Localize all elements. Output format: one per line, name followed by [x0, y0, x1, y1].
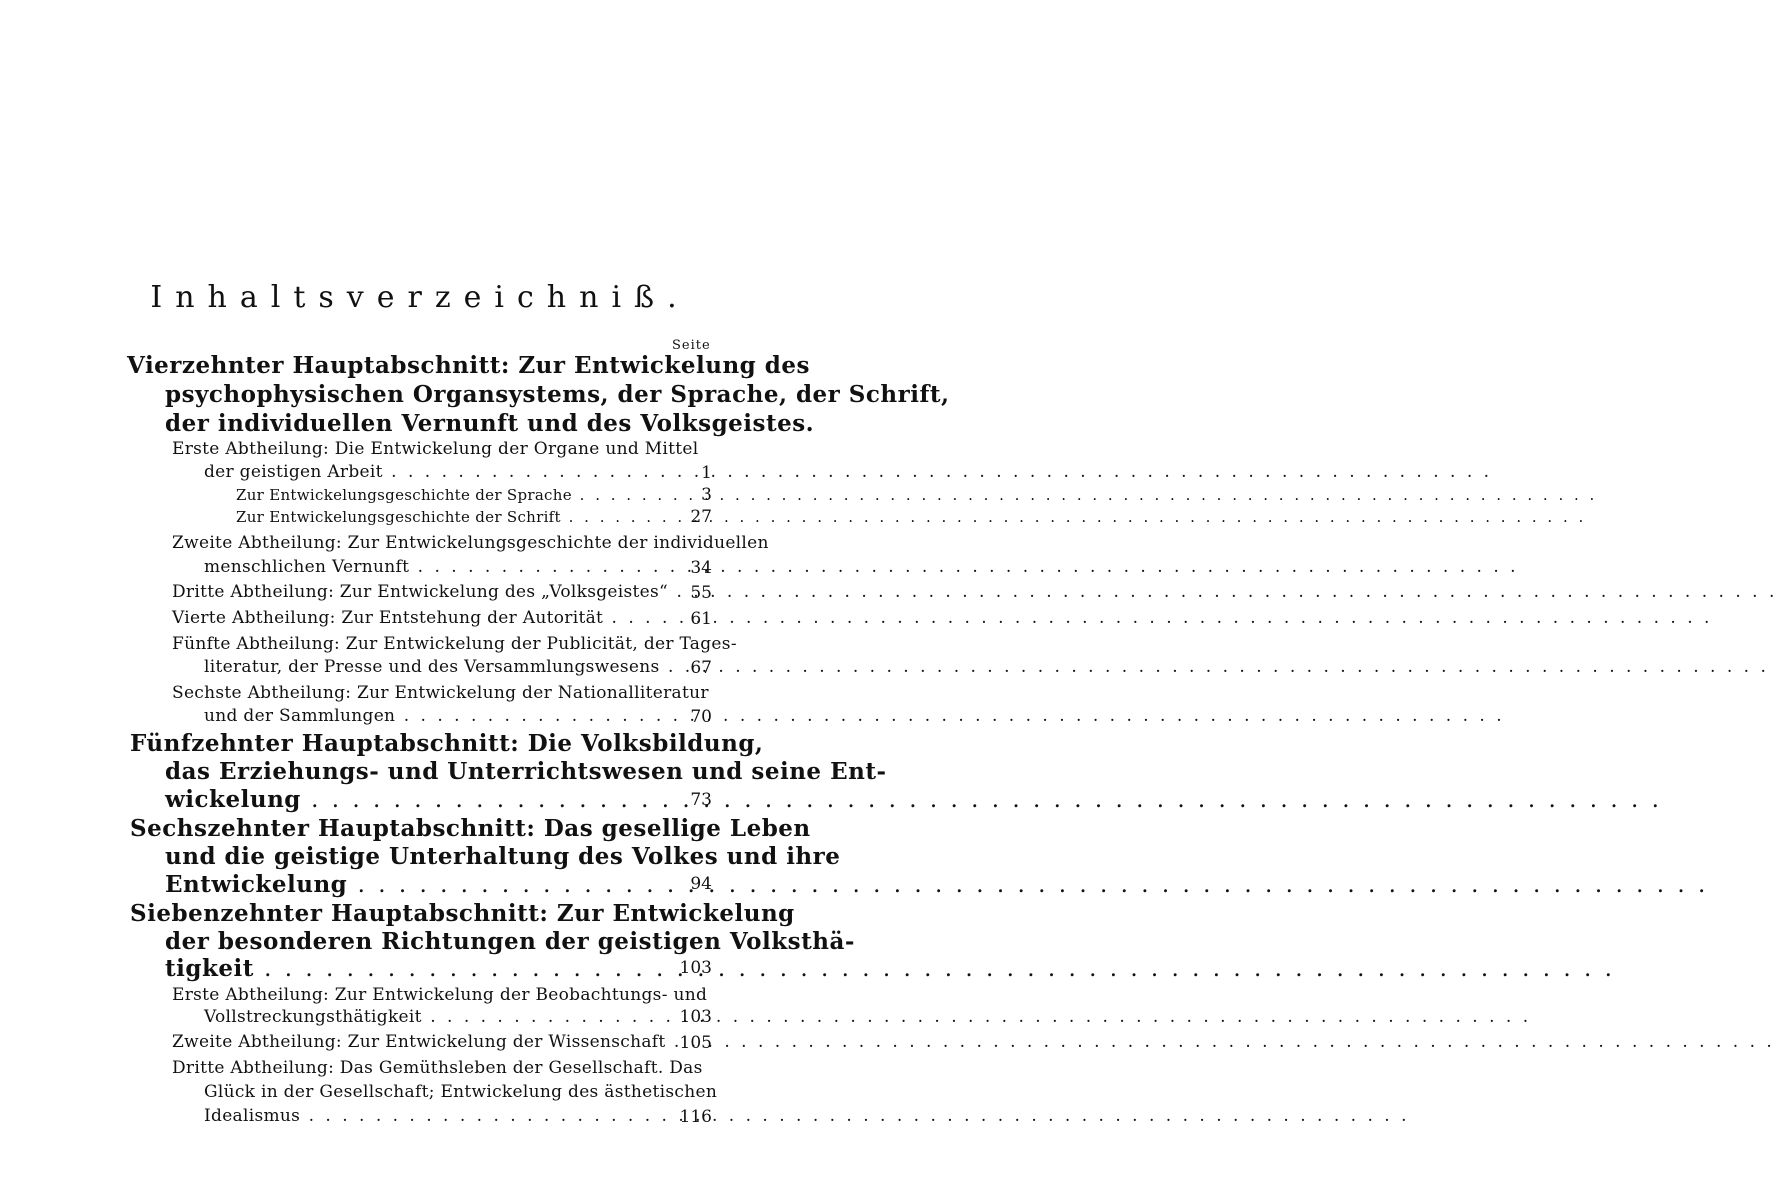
entry-14-line-0: Dritte Abtheilung: Das Gemüthsleben der Gesellschaft. Das [172, 1058, 703, 1078]
entry-0-line-2: der individuellen Vernunft und des Volksgeistes. [165, 410, 815, 437]
entry-8-line-1: und der Sammlungen . . . [204, 706, 672, 726]
entry-14-line-2: Idealismus . . . [204, 1106, 672, 1126]
entry-5-page: 55 [690, 583, 712, 603]
entry-5-line-0: Dritte Abtheilung: Zur Entwickelung des „Volksgeistes“ . . . [172, 582, 672, 602]
entry-9-line-1: das Erziehungs- und Unterrichtswesen und seine Ent- [165, 758, 887, 785]
entry-10-line-1: und die geistige Unterhaltung des Volkes und ihre [165, 843, 841, 870]
entry-11-line-0: Siebenzehnter Hauptabschnitt: Zur Entwickelung [130, 900, 795, 927]
entry-6-page: 61 [690, 609, 712, 629]
entry-9-line-2: wickelung . . . [165, 786, 672, 813]
entry-4-line-1: menschlichen Vernunft . . . [204, 557, 672, 577]
entry-0-line-0: Vierzehnter Hauptabschnitt: Zur Entwickelung des [127, 352, 810, 379]
entry-3-line-0: Zur Entwickelungsgeschichte der Schrift . . . [236, 508, 672, 526]
entry-4-line-0: Zweite Abtheilung: Zur Entwickelungsgeschichte der individuellen [172, 533, 769, 553]
entry-0-line-1: psychophysischen Organsystems, der Sprache, der Schrift, [165, 381, 950, 408]
entry-9-line-0: Fünfzehnter Hauptabschnitt: Die Volksbildung, [130, 730, 764, 757]
entry-1-page: 1 [701, 463, 712, 483]
entry-7-page: 67 [690, 658, 712, 678]
entry-1-line-0: Erste Abtheilung: Die Entwickelung der Organe und Mittel [172, 439, 699, 459]
seite-label: Seite [672, 338, 711, 353]
entry-12-line-0: Erste Abtheilung: Zur Entwickelung der Beobachtungs- und [172, 985, 708, 1005]
entry-10-page: 94 [690, 874, 712, 894]
entry-14-line-1: Glück in der Gesellschaft; Entwickelung des ästhetischen [204, 1082, 718, 1102]
entry-13-line-0: Zweite Abtheilung: Zur Entwickelung der Wissenschaft . . . [172, 1032, 672, 1052]
entry-10-line-2: Entwickelung . . . [165, 871, 672, 898]
entry-9-page: 73 [690, 790, 712, 810]
entry-7-line-1: literatur, der Presse und des Versammlungswesens . . . [204, 657, 672, 677]
entry-14-page: 116 [679, 1107, 712, 1127]
entry-7-line-0: Fünfte Abtheilung: Zur Entwickelung der Publicität, der Tages- [172, 634, 737, 654]
entry-8-page: 70 [690, 707, 712, 727]
entry-3-page: 27 [690, 507, 712, 527]
entry-10-line-0: Sechszehnter Hauptabschnitt: Das gesellige Leben [130, 815, 811, 842]
entry-2-page: 3 [701, 485, 712, 505]
entry-8-line-0: Sechste Abtheilung: Zur Entwickelung der Nationalliteratur [172, 683, 709, 703]
entry-12-line-1: Vollstreckungsthätigkeit . . . [204, 1007, 672, 1027]
entry-6-line-0: Vierte Abtheilung: Zur Entstehung der Autorität . . . [172, 608, 672, 628]
entry-13-page: 105 [679, 1033, 712, 1053]
entry-1-line-1: der geistigen Arbeit . . . [204, 462, 672, 482]
entry-11-line-2: tigkeit . . . [165, 955, 672, 982]
entry-12-page: 103 [679, 1007, 712, 1027]
page-title: Inhaltsverzeichniß. [150, 280, 690, 315]
entry-4-page: 34 [690, 558, 712, 578]
entry-11-line-1: der besonderen Richtungen der geistigen Volksthä- [165, 928, 855, 955]
entry-11-page: 103 [679, 958, 712, 978]
entry-2-line-0: Zur Entwickelungsgeschichte der Sprache . . . [236, 486, 672, 504]
